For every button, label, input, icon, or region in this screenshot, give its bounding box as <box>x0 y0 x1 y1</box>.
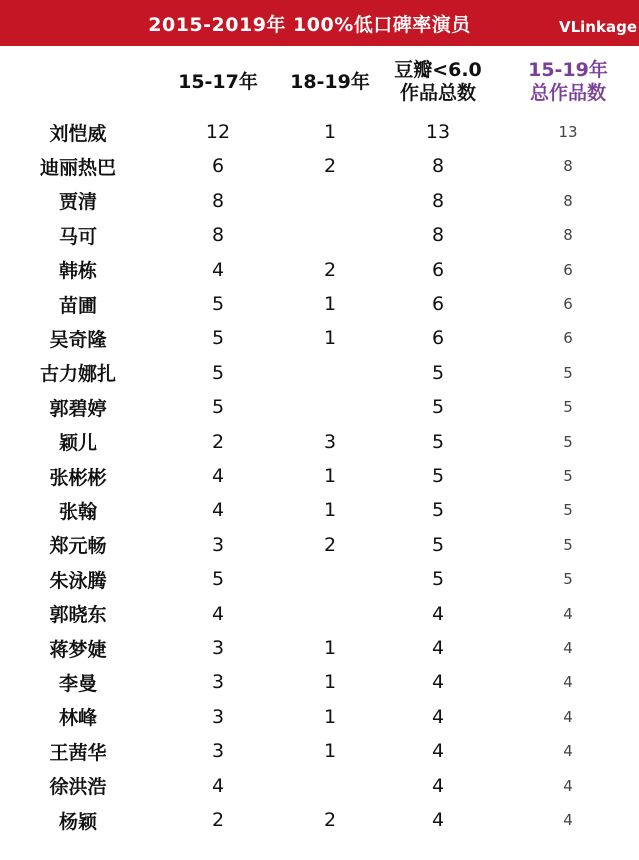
actor-name: 朱泳腾 <box>49 569 107 592</box>
count-18-19: 1 <box>323 740 337 763</box>
table-row <box>0 630 639 666</box>
actor-name: 贾清 <box>58 191 97 214</box>
count-total-works: 13 <box>558 123 578 141</box>
count-18-19 <box>290 389 370 425</box>
count-douban-low: 4 <box>431 809 445 831</box>
table-row <box>0 492 639 528</box>
actor-name: 张翰 <box>58 500 97 523</box>
count-18-19 <box>290 355 370 391</box>
actor-name: 郭碧婷 <box>49 397 107 420</box>
count-18-19: 1 <box>323 121 337 143</box>
count-15-17: 4 <box>211 602 225 625</box>
actor-name: 郭晓东 <box>49 604 107 627</box>
table-row <box>0 114 639 150</box>
table-row <box>0 286 639 322</box>
actor-name: 王茜华 <box>49 741 107 764</box>
count-total-works: 4 <box>563 742 573 761</box>
count-total-works: 4 <box>563 776 573 795</box>
count-douban-low: 5 <box>431 533 445 556</box>
count-15-17: 5 <box>211 396 225 419</box>
count-total-works: 8 <box>563 157 573 176</box>
actor-name: 蒋梦婕 <box>49 638 107 661</box>
count-18-19: 1 <box>323 671 337 694</box>
count-15-17: 8 <box>211 224 225 247</box>
table-row <box>0 424 639 460</box>
count-total-works: 4 <box>563 604 573 623</box>
count-18-19: 3 <box>323 430 337 453</box>
count-total-works: 8 <box>563 226 573 245</box>
count-15-17: 5 <box>211 327 225 350</box>
count-douban-low: 8 <box>431 224 445 247</box>
count-douban-low: 6 <box>431 293 445 315</box>
count-total-works: 4 <box>563 811 573 829</box>
count-douban-low: 4 <box>431 637 445 659</box>
logo-text: VLinkage <box>559 18 637 36</box>
count-15-17: 5 <box>211 568 225 591</box>
table-row <box>0 527 639 563</box>
count-18-19: 1 <box>323 705 337 728</box>
table-row <box>0 217 639 253</box>
header-douban-total: 豆瓣<6.0 作品总数 <box>394 59 482 104</box>
count-total-works: 6 <box>563 329 573 348</box>
count-18-19 <box>290 596 370 632</box>
count-18-19: 1 <box>323 327 337 350</box>
count-15-17: 3 <box>211 533 225 556</box>
count-total-works: 5 <box>563 467 573 485</box>
count-15-17: 4 <box>211 774 225 797</box>
count-15-17: 4 <box>211 258 225 281</box>
count-total-works: 5 <box>563 363 573 382</box>
actor-name: 韩栋 <box>58 260 97 283</box>
table-row <box>0 802 639 838</box>
count-15-17: 6 <box>211 155 225 178</box>
header-18-19: 18-19年 <box>290 70 370 93</box>
count-15-17: 4 <box>211 465 225 487</box>
count-total-works: 5 <box>563 501 573 520</box>
table-row <box>0 458 639 494</box>
count-15-17: 2 <box>211 809 225 831</box>
count-total-works: 5 <box>563 570 573 589</box>
table-row <box>0 664 639 700</box>
actor-name: 刘恺威 <box>49 122 107 145</box>
count-douban-low: 8 <box>431 189 445 212</box>
count-total-works: 4 <box>563 707 573 726</box>
table-row <box>0 733 639 769</box>
count-18-19: 2 <box>323 809 337 831</box>
actor-name: 李曼 <box>58 672 97 695</box>
count-15-17: 3 <box>211 705 225 728</box>
table-row <box>0 561 639 597</box>
count-douban-low: 5 <box>431 396 445 419</box>
count-douban-low: 13 <box>425 121 451 143</box>
count-18-19: 1 <box>323 499 337 522</box>
actor-name: 迪丽热巴 <box>39 156 116 179</box>
count-douban-low: 6 <box>431 258 445 281</box>
actor-name: 古力娜扎 <box>39 363 116 386</box>
count-douban-low: 5 <box>431 465 445 487</box>
table-header <box>0 56 639 108</box>
count-15-17: 8 <box>211 189 225 212</box>
table-row <box>0 183 639 219</box>
count-18-19 <box>290 217 370 253</box>
table-row <box>0 148 639 184</box>
actor-name: 颖儿 <box>58 432 97 455</box>
actor-name: 徐洪浩 <box>49 776 107 799</box>
actor-name: 杨颖 <box>58 810 97 833</box>
count-douban-low: 5 <box>431 499 445 522</box>
count-18-19: 1 <box>323 293 337 315</box>
count-15-17: 2 <box>211 430 225 453</box>
count-18-19: 2 <box>323 258 337 281</box>
count-total-works: 5 <box>563 432 573 451</box>
header-15-17: 15-17年 <box>178 70 258 93</box>
actor-name: 苗圃 <box>58 294 97 317</box>
count-15-17: 5 <box>211 361 225 384</box>
count-douban-low: 4 <box>431 671 445 694</box>
count-total-works: 8 <box>563 191 573 210</box>
actor-name: 林峰 <box>58 707 97 730</box>
count-18-19: 1 <box>323 465 337 487</box>
actor-name: 马可 <box>58 225 97 248</box>
actor-name: 张彬彬 <box>49 466 107 489</box>
count-total-works: 5 <box>563 535 573 554</box>
count-douban-low: 8 <box>431 155 445 178</box>
count-total-works: 6 <box>563 260 573 279</box>
count-18-19: 2 <box>323 533 337 556</box>
count-douban-low: 5 <box>431 430 445 453</box>
count-douban-low: 4 <box>431 602 445 625</box>
count-18-19 <box>290 561 370 597</box>
count-total-works: 4 <box>563 673 573 692</box>
count-douban-low: 6 <box>431 327 445 350</box>
count-15-17: 5 <box>211 293 225 315</box>
count-18-19 <box>290 183 370 219</box>
count-15-17: 3 <box>211 740 225 763</box>
count-15-17: 3 <box>211 671 225 694</box>
count-douban-low: 5 <box>431 568 445 591</box>
table-row <box>0 699 639 735</box>
count-total-works: 5 <box>563 398 573 417</box>
count-15-17: 3 <box>211 637 225 659</box>
table-row <box>0 252 639 288</box>
actor-name: 郑元畅 <box>49 535 107 558</box>
count-douban-low: 5 <box>431 361 445 384</box>
table-row <box>0 320 639 356</box>
count-douban-low: 4 <box>431 705 445 728</box>
title-bar <box>0 0 639 46</box>
count-18-19: 2 <box>323 155 337 178</box>
table-row <box>0 768 639 804</box>
actor-name: 吴奇隆 <box>49 328 107 351</box>
count-douban-low: 4 <box>431 740 445 763</box>
count-15-17: 4 <box>211 499 225 522</box>
page-title: 2015-2019年 100%低口碑率演员 <box>148 13 471 36</box>
header-total-works: 15-19年 总作品数 <box>528 59 608 104</box>
count-total-works: 6 <box>563 295 573 313</box>
count-18-19 <box>290 768 370 804</box>
table-row <box>0 355 639 391</box>
count-15-17: 12 <box>205 121 231 143</box>
vlinkage-logo <box>559 10 637 36</box>
count-douban-low: 4 <box>431 774 445 797</box>
count-total-works: 4 <box>563 639 573 657</box>
table-row <box>0 596 639 632</box>
table-row <box>0 389 639 425</box>
count-18-19: 1 <box>323 637 337 659</box>
